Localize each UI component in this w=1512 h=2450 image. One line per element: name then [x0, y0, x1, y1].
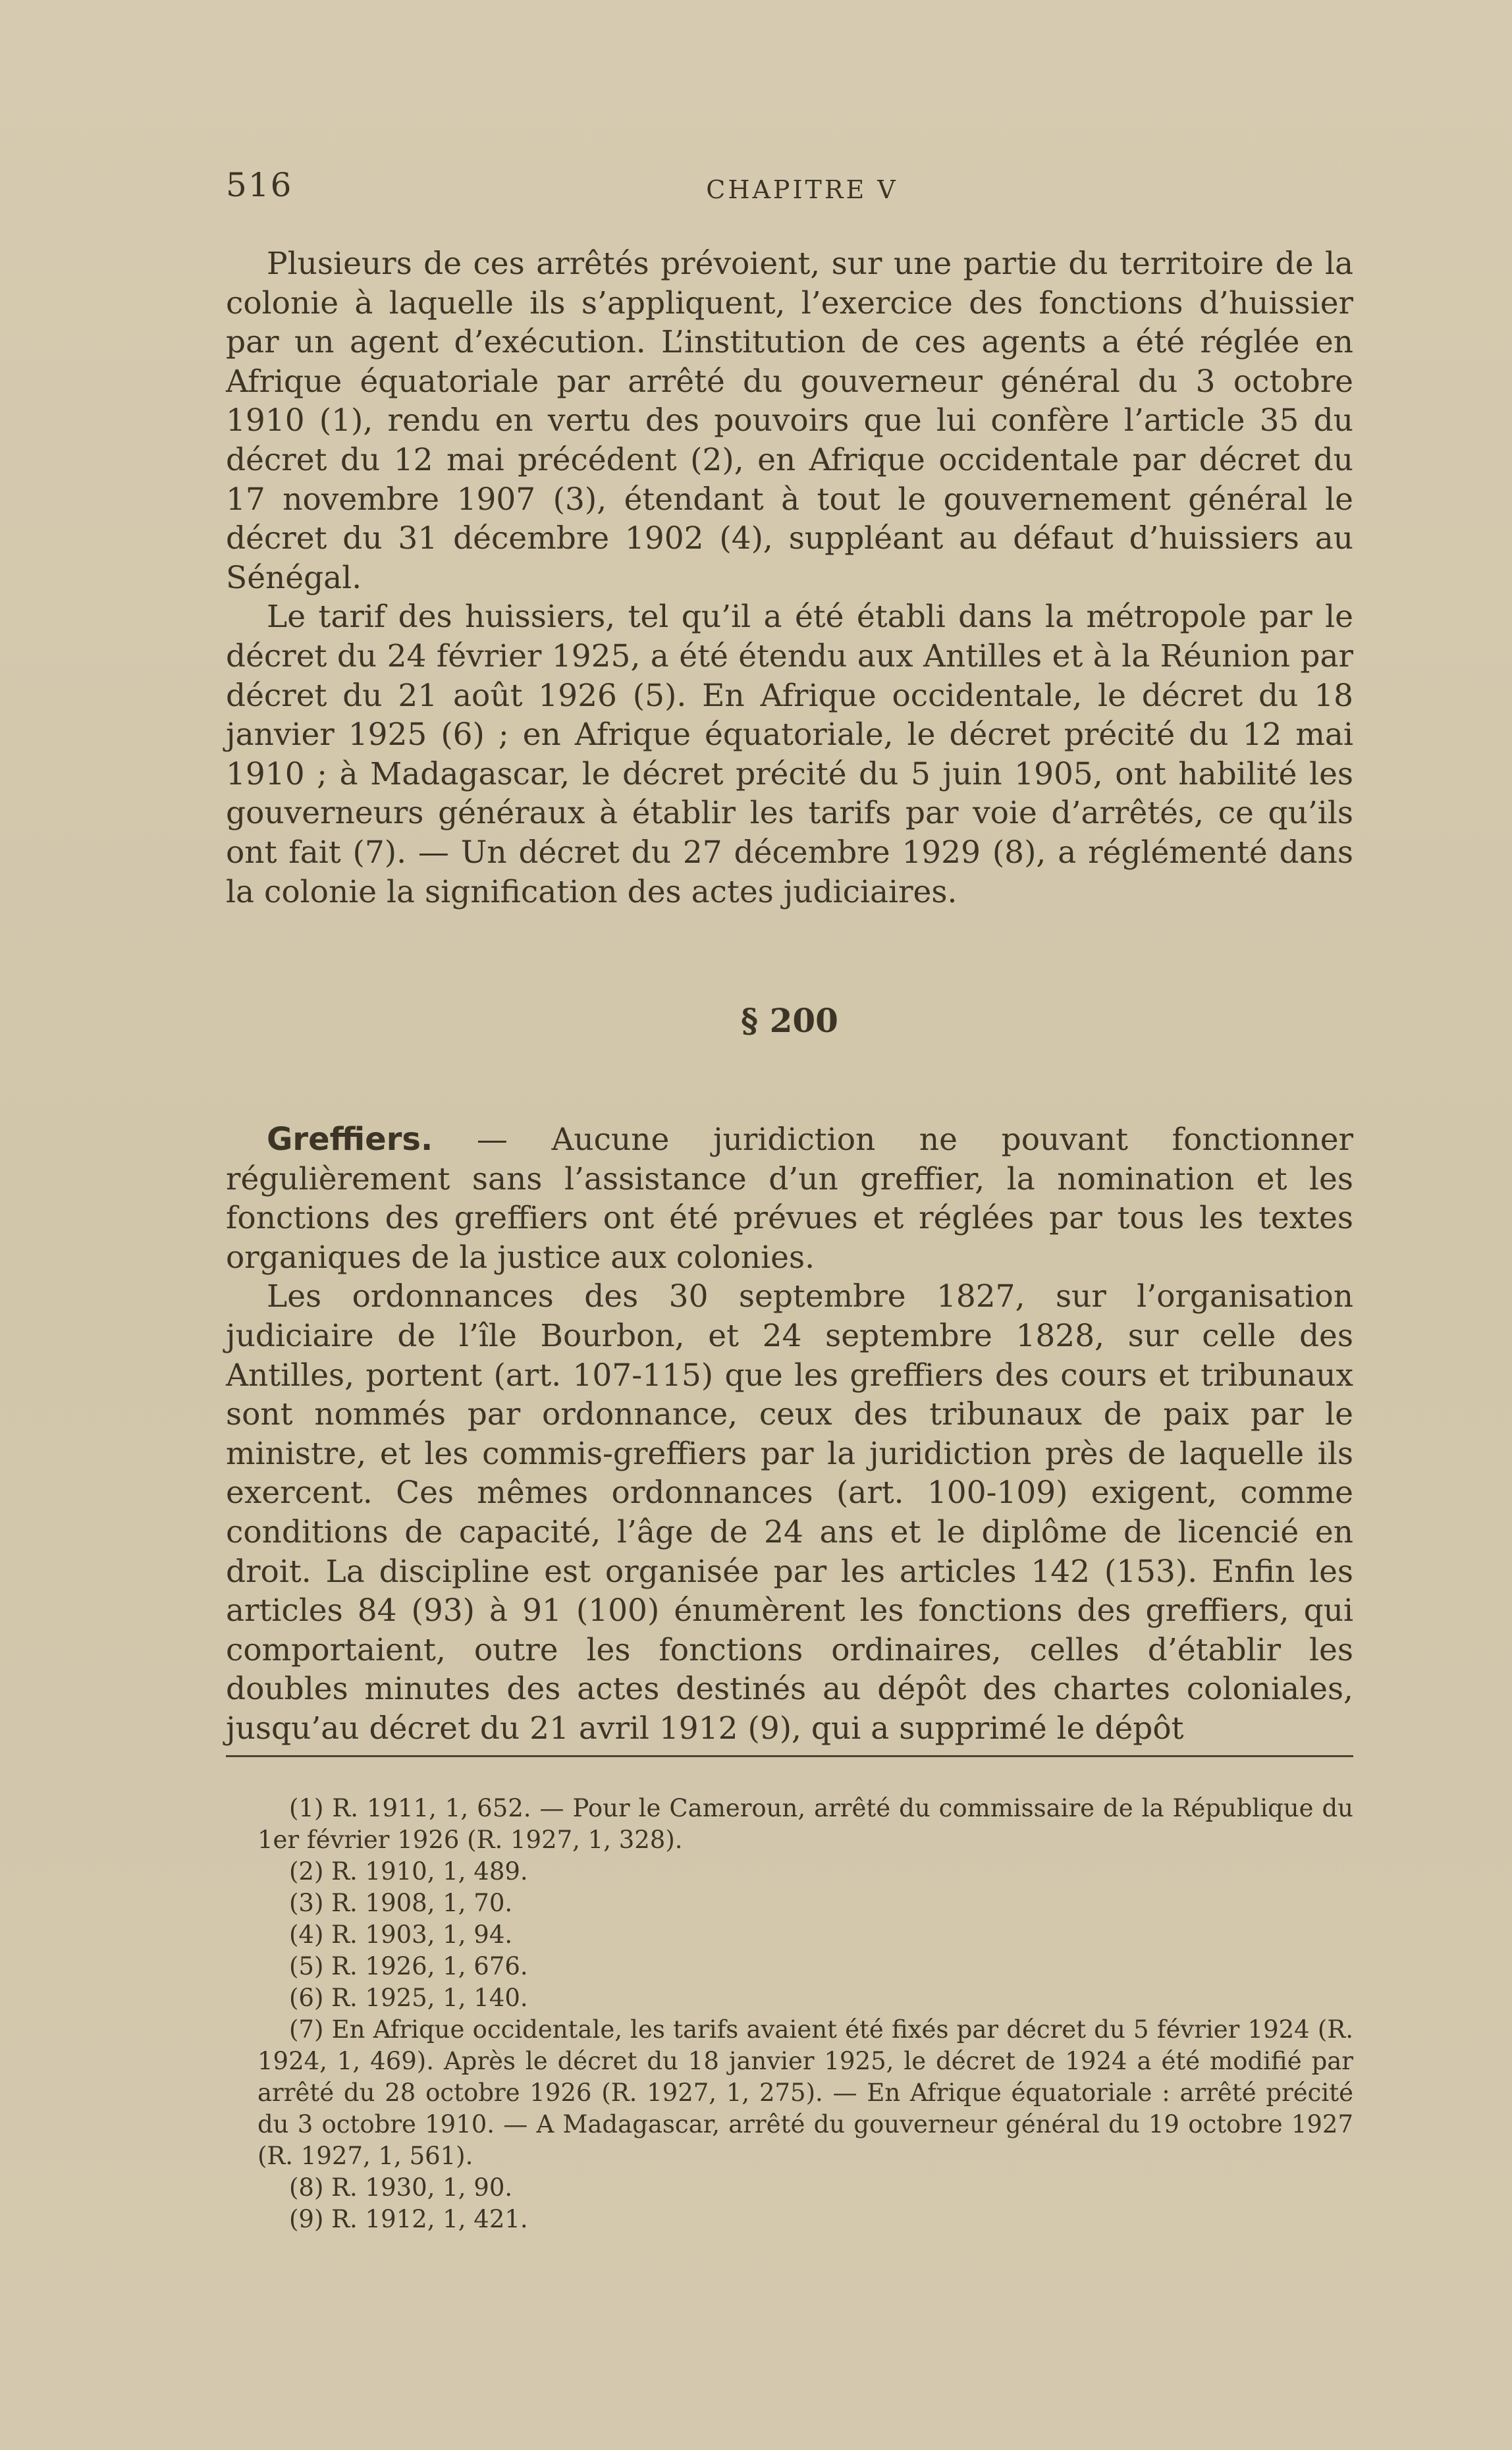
- footnote: (7) En Afrique occidentale, les tarifs avaient été fixés par décret du 5 février 1924 (R. 1924, 1, 469). Après le décret du 18 janvier 1925, le décret de 1924 a été modifié par arrêté du 28 octobre 1926 (R. 1927, 1, 275). — En Afrique équatoriale : arrêté précité du 3 octobre 1910. — A Madagascar, arrêté du gouverneur général du 19 octobre 1927 (R. 1927, 1, 561).: [257, 2015, 1353, 2170]
- paragraph: [226, 1120, 1353, 1277]
- footnote: (8) R. 1930, 1, 90.: [289, 2173, 513, 2202]
- footnotes: [226, 1793, 1353, 2235]
- footnote: (9) R. 1912, 1, 421.: [289, 2205, 528, 2233]
- footnote-separator: [226, 1755, 1353, 1757]
- footnote: (3) R. 1908, 1, 70.: [289, 1889, 513, 1917]
- body-text-section: [226, 1120, 1353, 1749]
- paragraph: Les ordonnances des 30 septembre 1827, sur l’organisation judiciaire de l’île Bourbon, et 24 septembre 1828, sur celle des Antilles, portent (art. 107-115) que les greffiers des cours et tribunaux sont nommés par ordonnance, ceux des tribunaux de paix par le ministre, et les commis-greffiers par la juridiction près de laquelle ils exercent. Ces mêmes ordonnances (art. 100-109) exigent, comme conditions de capacité, l’âge de 24 ans et le diplôme de licencié en droit. La discipline est organisée par les articles 142 (153). Enfin les articles 84 (93) à 91 (100) énumèrent les fonctions des greffiers, qui comportaient, outre les fonctions ordinaires, celles d’établir les doubles minutes des actes destinés au dépôt des chartes coloniales, jusqu’au décret du 21 avril 1912 (9), qui a supprimé le dépôt: [226, 1278, 1353, 1747]
- paragraph: Plusieurs de ces arrêtés prévoient, sur une partie du territoire de la colonie à laquelle ils s’appliquent, l’exercice des fonctions d’huissier par un agent d’exécution. L’institution de ces agents a été réglée en Afrique équatoriale par arrêté du gouverneur général du 3 octobre 1910 (1), rendu en vertu des pouvoirs que lui confère l’article 35 du décret du 12 mai précédent (2), en Afrique occidentale par décret du 17 novembre 1907 (3), étendant à tout le gouvernement général le décret du 31 décembre 1902 (4), suppléant au défaut d’huissiers au Sénégal.: [226, 246, 1353, 596]
- paragraph: Le tarif des huissiers, tel qu’il a été établi dans la métropole par le décret du 24 février 1925, a été étendu aux Antilles et à la Réunion par décret du 21 août 1926 (5). En Afrique occidentale, le décret du 18 janvier 1925 (6) ; en Afrique équatoriale, le décret précité du 12 mai 1910 ; à Madagascar, le décret précité du 5 juin 1905, ont habilité les gouverneurs généraux à établir les tarifs par voie d’arrêtés, ce qu’ils ont fait (7). — Un décret du 27 décembre 1929 (8), a réglémenté dans la colonie la signification des actes judiciaires.: [226, 599, 1353, 910]
- page-number: 516: [226, 166, 293, 204]
- footnote: (4) R. 1903, 1, 94.: [289, 1920, 513, 1949]
- section-heading: § 200: [741, 1001, 838, 1040]
- paragraph-text: — Aucune juridiction ne pouvant fonctionner régulièrement sans l’assistance d’un greffier, la nomination et les fonctions des greffiers ont été prévues et réglées par tous les textes organiques de la justice aux colonies.: [226, 1122, 1353, 1276]
- page-header: [226, 166, 1352, 205]
- footnote: (6) R. 1925, 1, 140.: [289, 1984, 528, 2012]
- running-title: CHAPITRE V: [706, 175, 898, 204]
- body-text-top: [226, 244, 1353, 912]
- paragraph-lead: Greffiers.: [267, 1121, 433, 1158]
- footnote: (2) R. 1910, 1, 489.: [289, 1857, 528, 1886]
- footnote: (5) R. 1926, 1, 676.: [289, 1952, 528, 1980]
- footnote: (1) R. 1911, 1, 652. — Pour le Cameroun, arrêté du commissaire de la République du 1er février 1926 (R. 1927, 1, 328).: [257, 1794, 1353, 1854]
